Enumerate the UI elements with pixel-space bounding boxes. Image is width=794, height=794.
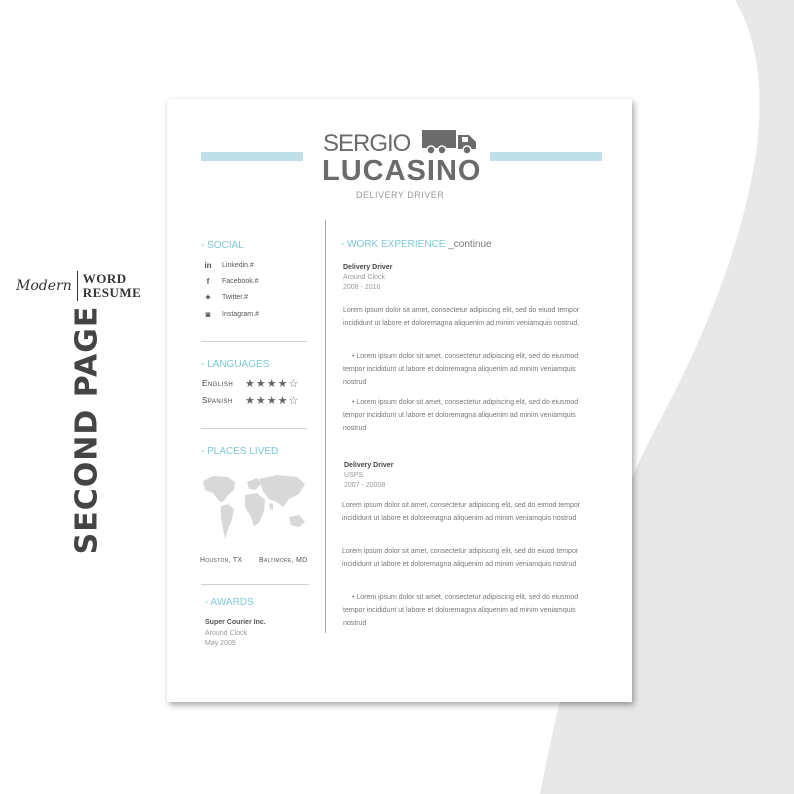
award-date: May 2009 (205, 640, 236, 647)
job1-dates: 2008 - 2010 (343, 284, 381, 291)
twitter-icon: ✦ (204, 293, 212, 302)
job1-paragraph: Lorem ipsum dolor sit amet, consectetur adipiscing elit, sed do eiuod tempor incididunt ut labore et doloremagna aliquenim ad minim veniamquis nostrud. (343, 307, 580, 327)
facebook-icon: f (206, 277, 210, 286)
language-name: Spanish (202, 396, 233, 405)
job2-bullet-1: • Lorem ipsum dolor sit amet, consectetur adipiscing elit, sed do eiusmod tempor incididunt ut labore et doloremagna aliquenim ad minim veniamquis nostrud (343, 594, 579, 627)
job-title: DELIVERY DRIVER (356, 190, 445, 200)
divider-social (201, 341, 307, 342)
social-linkedin[interactable] (202, 261, 254, 270)
work-heading-continue: _continue (448, 239, 492, 250)
brand-word: WORD (82, 271, 127, 286)
social-label: Twitter.# (222, 294, 249, 301)
brand-modern: Modern (16, 278, 72, 294)
instagram-icon: ◙ (205, 310, 211, 319)
world-map-icon (201, 473, 309, 549)
places-heading: - PLACES LIVED (201, 446, 279, 457)
rating-stars: ★★★★☆ (245, 378, 300, 390)
social-twitter[interactable] (202, 293, 248, 302)
place-baltimore: Baltimore, MD (259, 557, 308, 564)
language-english (202, 377, 299, 390)
header-bar-right (490, 152, 602, 161)
work-experience-heading (341, 239, 492, 250)
first-name: SERGIO (323, 130, 411, 157)
job1-bullet-1: • Lorem ipsum dolor sit amet, consectetur adipiscing elit, sed do eiusmod tempor incididunt ut labore et doloremagna aliquenim ad minim veniamquis nostrud (343, 353, 579, 386)
language-name: English (202, 379, 234, 388)
column-divider (325, 220, 326, 633)
job2-paragraph-1: Lorem ipsum dolor sit amet, consectetur adipiscing elit, sed do eimod tempor incididunt ut labore et doloremagna aliquenim ad minim veniamquis nostrud (342, 502, 581, 522)
job1-company: Around Clock (343, 274, 386, 281)
linkedin-icon: in (204, 261, 212, 270)
job2-title: Delivery Driver (344, 462, 394, 469)
social-label: Linkedin.# (222, 262, 254, 269)
social-label: Facebook.# (222, 278, 259, 285)
language-spanish (202, 394, 299, 407)
job2-dates: 2007 - 20008 (344, 482, 386, 489)
second-page-label: SECOND PAGE (69, 305, 105, 555)
job1-bullet-2: • Lorem ipsum dolor sit amet, consectetur adipiscing elit, sed do eiusmod tempor incididunt ut labore et doloremagna aliquenim ad minim veniamquis nostrud (343, 399, 579, 432)
award-company: Around Clock (205, 630, 248, 637)
brand-word-resume (78, 272, 142, 300)
rating-stars: ★★★★☆ (245, 395, 300, 407)
job2-company: USPS (344, 472, 364, 479)
social-heading: - SOCIAL (201, 240, 244, 251)
divider-places (201, 584, 309, 585)
awards-heading: - AWARDS (205, 597, 254, 608)
social-instagram[interactable] (202, 310, 259, 319)
divider-languages (201, 428, 307, 429)
truck-icon (422, 128, 478, 156)
job1-title: Delivery Driver (343, 264, 393, 271)
last-name: LUCASINO (322, 155, 482, 187)
brand-logo (16, 271, 141, 301)
social-label: Instagram.# (222, 311, 259, 318)
resume-page (167, 99, 632, 702)
place-houston: Houston, TX (200, 557, 243, 564)
award-title: Super Courier Inc. (205, 619, 266, 626)
header-bar-left (201, 152, 303, 161)
work-heading-text: - WORK EXPERIENCE (341, 239, 446, 250)
social-facebook[interactable] (202, 277, 259, 286)
languages-heading: - LANGUAGES (201, 359, 270, 370)
job2-paragraph-2: Lorem ipsum dolor sit amet, consectetur adipiscing elit, sed do eiuod tempor incididunt ut labore et doloremagna aliquenim ad minim veniamquis nostrud (342, 548, 579, 568)
brand-resume: RESUME (82, 285, 142, 300)
